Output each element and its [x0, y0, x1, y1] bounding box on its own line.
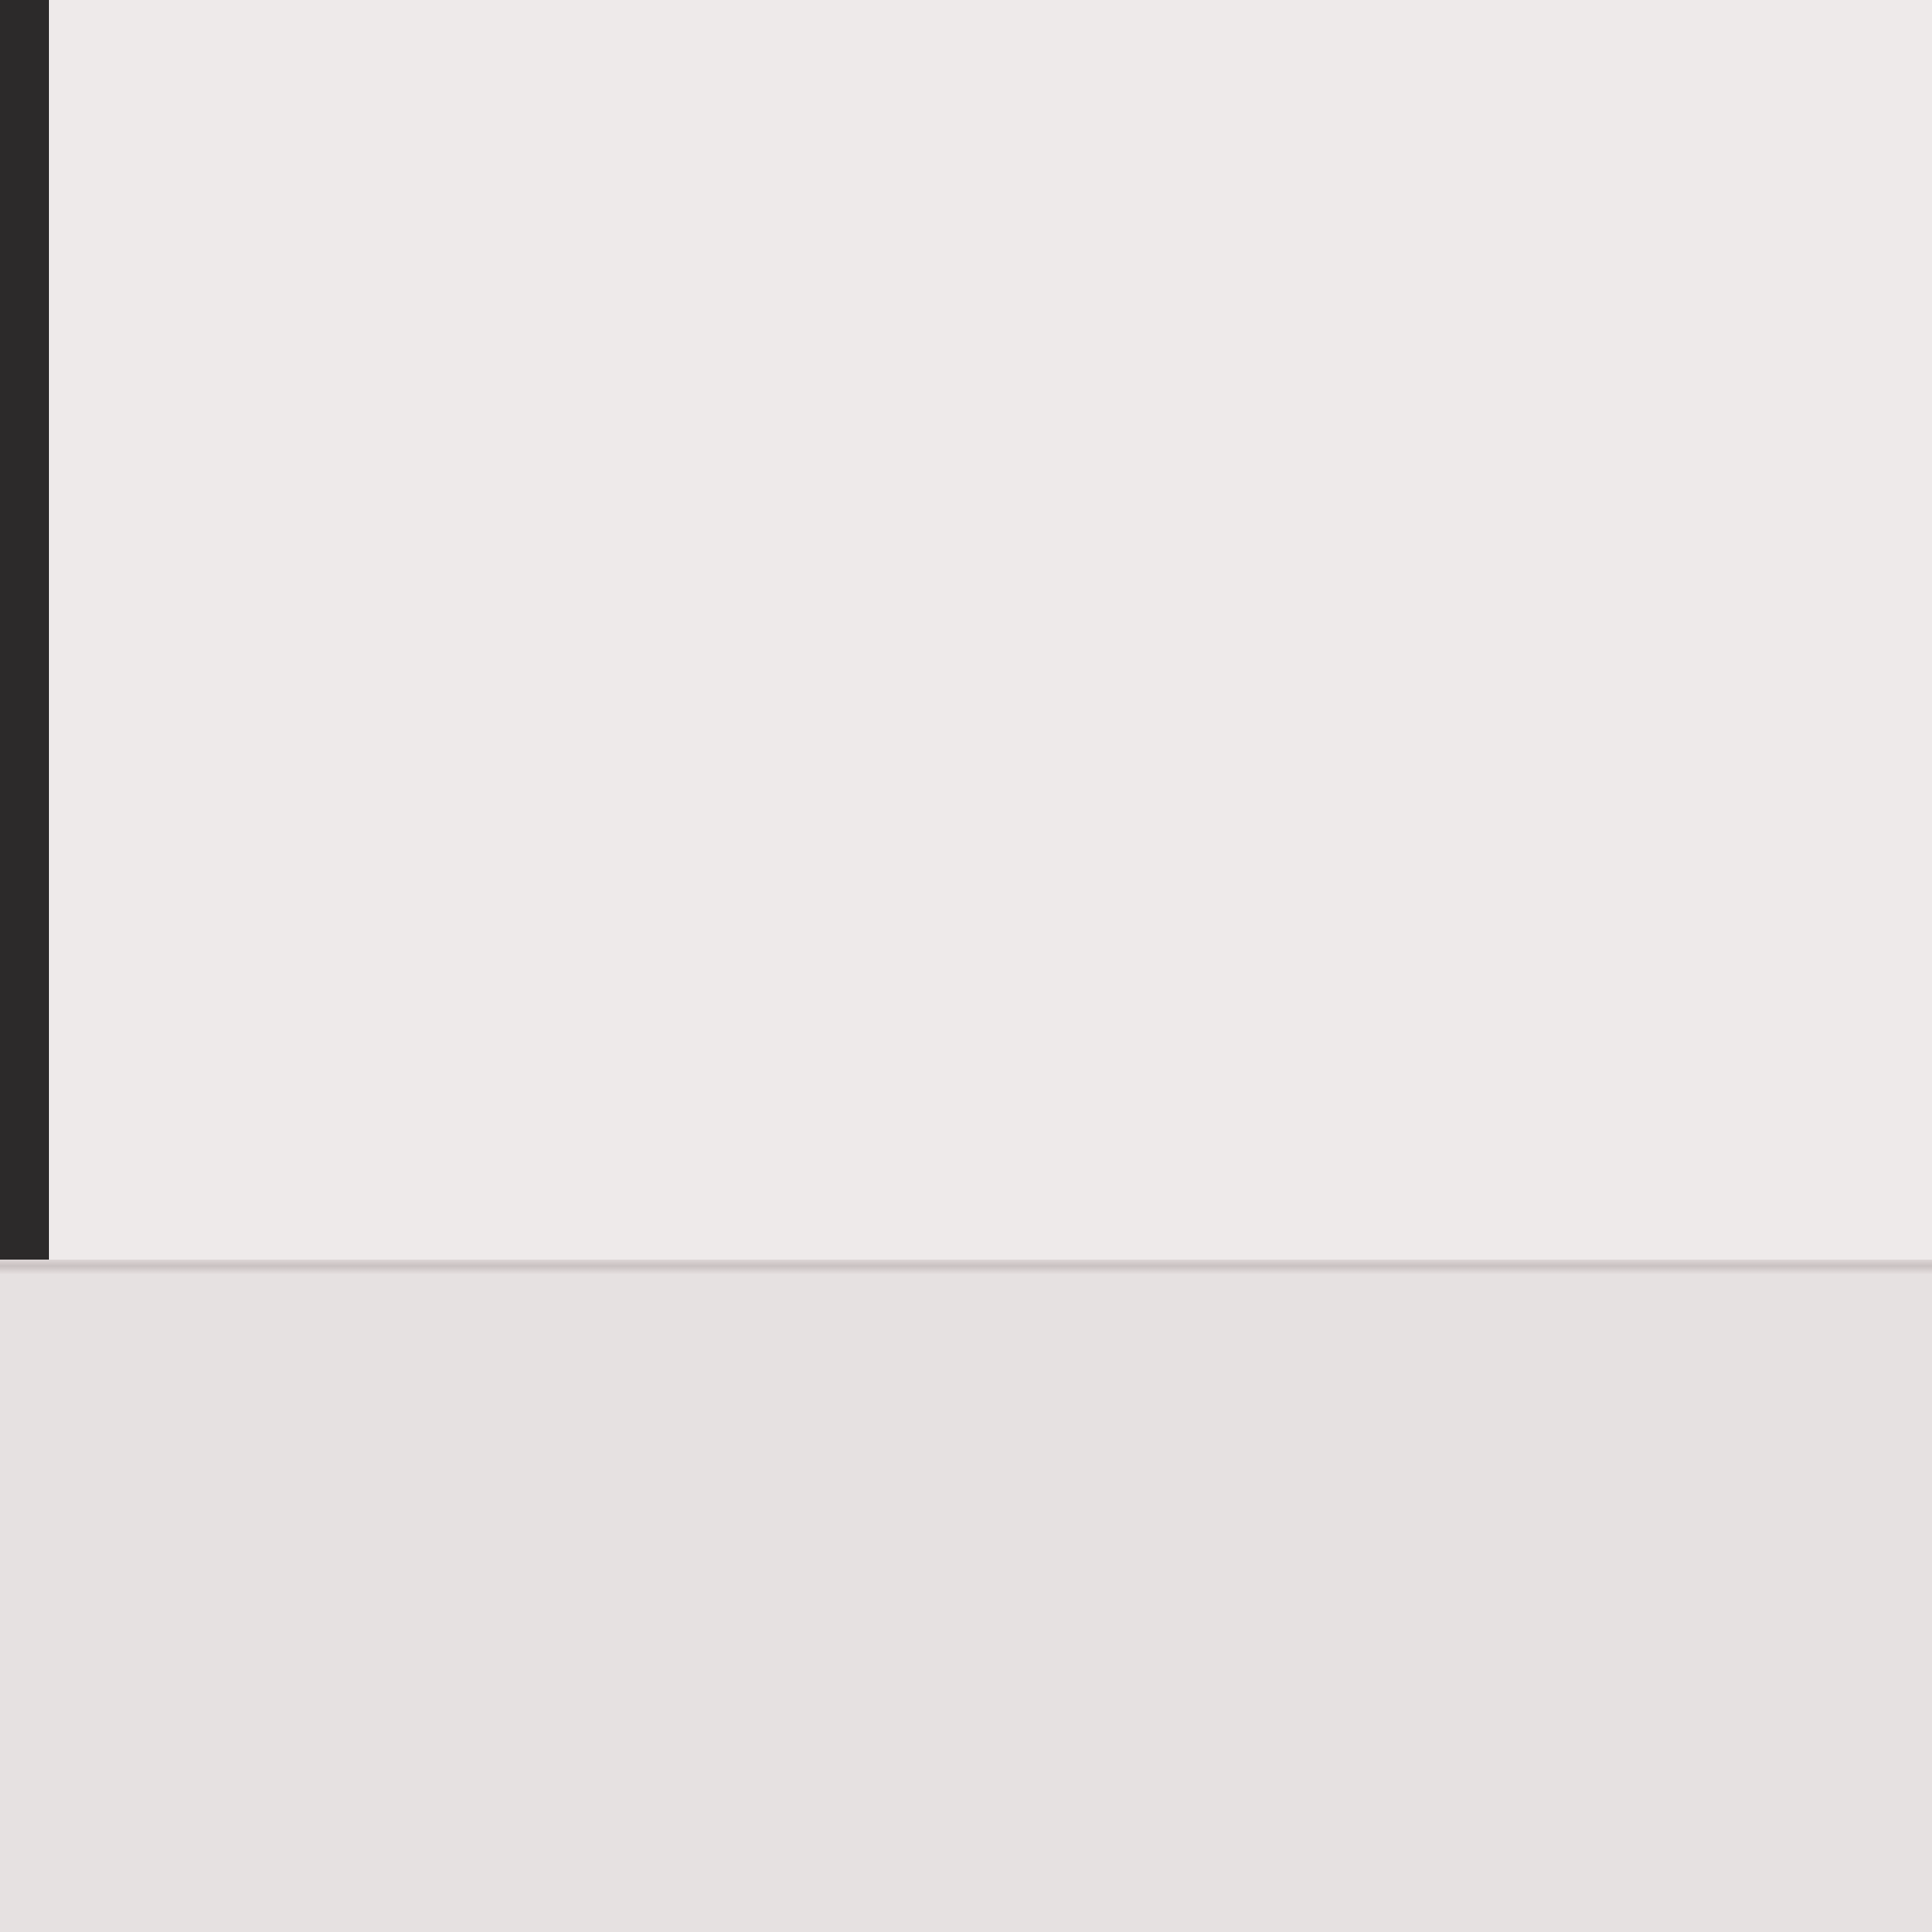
schedule-page-top [49, 0, 1932, 1267]
page-fold [0, 1260, 1932, 1274]
binder-edge [0, 0, 49, 1263]
schedule-page-bottom [0, 1272, 1932, 1932]
